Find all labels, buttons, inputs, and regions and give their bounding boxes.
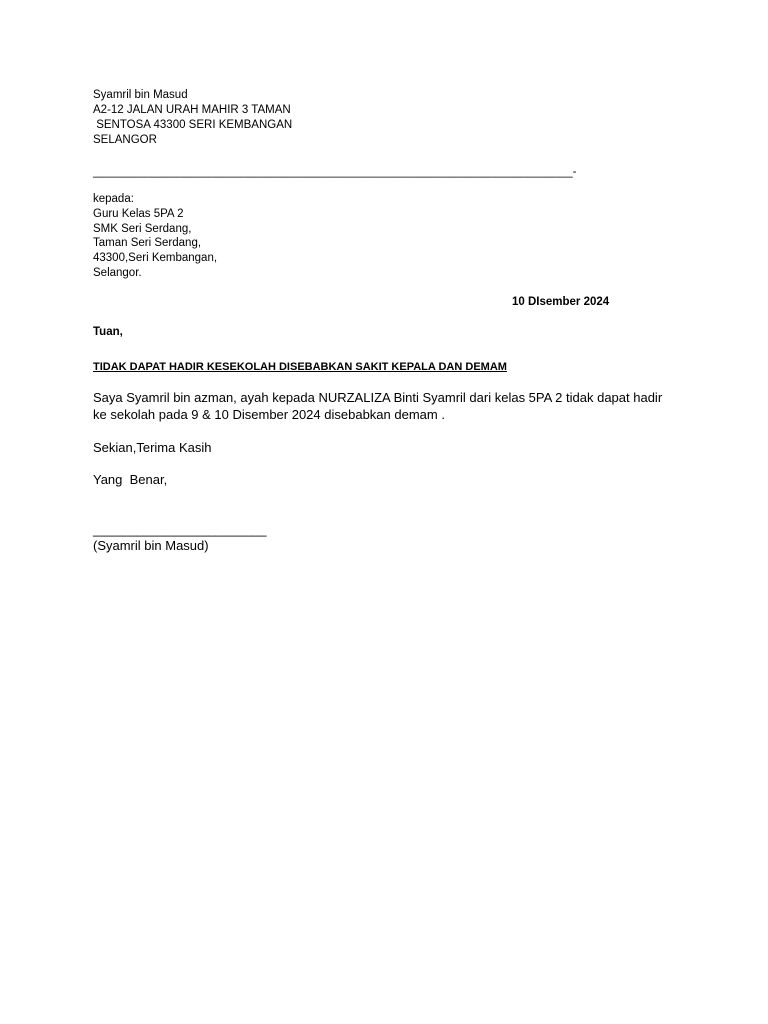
salutation: Tuan, [93,326,123,338]
recipient-block [93,192,217,281]
signoff: Yang Benar, [93,472,168,487]
recipient-line: SMK Seri Serdang, [93,222,192,235]
separator-line: ___________________________________________________________________________- [93,166,577,178]
letter-body: Saya Syamril bin azman, ayah kepada NURZALIZA Binti Syamril dari kelas 5PA 2 tidak dapat hadir ke sekolah pada 9 & 10 Disember 2024 disebabkan demam . [93,390,663,422]
sender-address-line: SENTOSA 43300 SERI KEMBANGAN [93,119,293,131]
sender-address-line: A2-12 JALAN URAH MAHIR 3 TAMAN [93,104,291,116]
recipient-line: 43300,Seri Kembangan, [93,252,218,265]
recipient-intro: kepada: [93,193,134,205]
letter-date: 10 DIsember 2024 [512,296,610,308]
closing-line: Sekian,Terima Kasih [93,440,212,455]
sender-address-line: SELANGOR [93,134,157,146]
recipient-line: Guru Kelas 5PA 2 [93,207,184,220]
signature-name: (Syamril bin Masud) [93,538,209,553]
signature-line: ________________________ [93,522,267,537]
letter-subject: TIDAK DAPAT HADIR KESEKOLAH DISEBABKAN SAKIT KEPALA DAN DEMAM [93,361,507,373]
recipient-line: Taman Seri Serdang, [93,237,202,250]
recipient-line: Selangor. [93,266,142,279]
sender-block [93,88,292,148]
sender-name: Syamril bin Masud [93,89,188,101]
